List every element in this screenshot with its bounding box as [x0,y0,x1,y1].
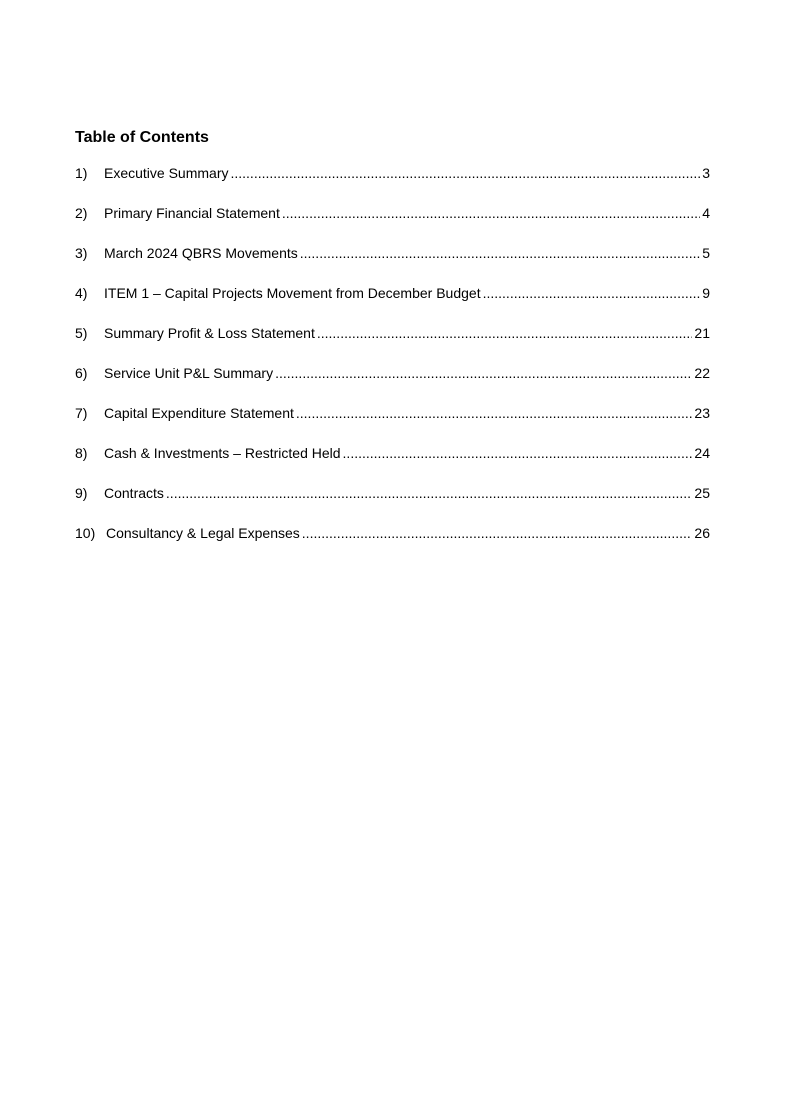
toc-entry-number: 9) [75,485,88,501]
toc-entry-page: 4 [702,205,710,221]
toc-entry-label: Consultancy & Legal Expenses [106,525,300,541]
toc-entry-label: Primary Financial Statement [104,205,280,221]
toc-entry-cash-investments[interactable] [75,444,710,484]
toc-dot-leader [296,404,693,422]
toc-entry-page: 5 [702,245,710,261]
toc-entry-number: 4) [75,285,88,301]
toc-entry-number: 3) [75,245,88,261]
toc-entry-summary-profit-loss[interactable] [75,324,710,364]
toc-entry-executive-summary[interactable] [75,164,710,204]
toc-dot-leader [483,284,701,302]
toc-entry-label: Service Unit P&L Summary [104,365,274,381]
toc-dot-leader [275,364,692,382]
toc-entry-capital-projects-movement[interactable] [75,284,710,324]
toc-entry-number: 5) [75,325,88,341]
toc-entry-number: 10) [75,525,96,541]
toc-dot-leader [343,444,693,462]
toc-entry-page: 21 [694,325,710,341]
toc-entry-page: 25 [694,485,710,501]
toc-dot-leader [317,324,693,342]
toc-entry-number: 7) [75,405,88,421]
toc-entry-service-unit-summary[interactable] [75,364,710,404]
toc-entry-number: 1) [75,165,88,181]
toc-entry-page: 22 [694,365,710,381]
toc-entry-capital-expenditure[interactable] [75,404,710,444]
toc-dot-leader [300,244,700,262]
toc-entry-label: Cash & Investments – Restricted Held [104,445,341,461]
toc-entry-number: 8) [75,445,88,461]
toc-entry-label: Executive Summary [104,165,229,181]
toc-dot-leader [230,164,700,182]
toc-dot-leader [302,524,693,542]
toc-entry-label: ITEM 1 – Capital Projects Movement from December Budget [104,285,481,301]
toc-entry-label: Summary Profit & Loss Statement [104,325,315,341]
toc-entry-label: Capital Expenditure Statement [104,405,294,421]
toc-entry-primary-financial-statement[interactable] [75,204,710,244]
toc-entry-page: 9 [702,285,710,301]
toc-entry-label: Contracts [104,485,164,501]
toc-entry-page: 3 [702,165,710,181]
toc-entry-number: 2) [75,205,88,221]
toc-entry-number: 6) [75,365,88,381]
table-of-contents [75,128,710,564]
toc-dot-leader [282,204,700,222]
toc-entry-contracts[interactable] [75,484,710,524]
toc-entry-qbrs-movements[interactable] [75,244,710,284]
toc-entry-page: 24 [694,445,710,461]
toc-entry-consultancy-legal[interactable] [75,524,710,564]
toc-dot-leader [166,484,693,502]
toc-title: Table of Contents [75,129,209,146]
toc-entry-label: March 2024 QBRS Movements [104,245,298,261]
toc-list [75,164,710,564]
toc-entry-page: 26 [694,525,710,541]
toc-entry-page: 23 [694,405,710,421]
